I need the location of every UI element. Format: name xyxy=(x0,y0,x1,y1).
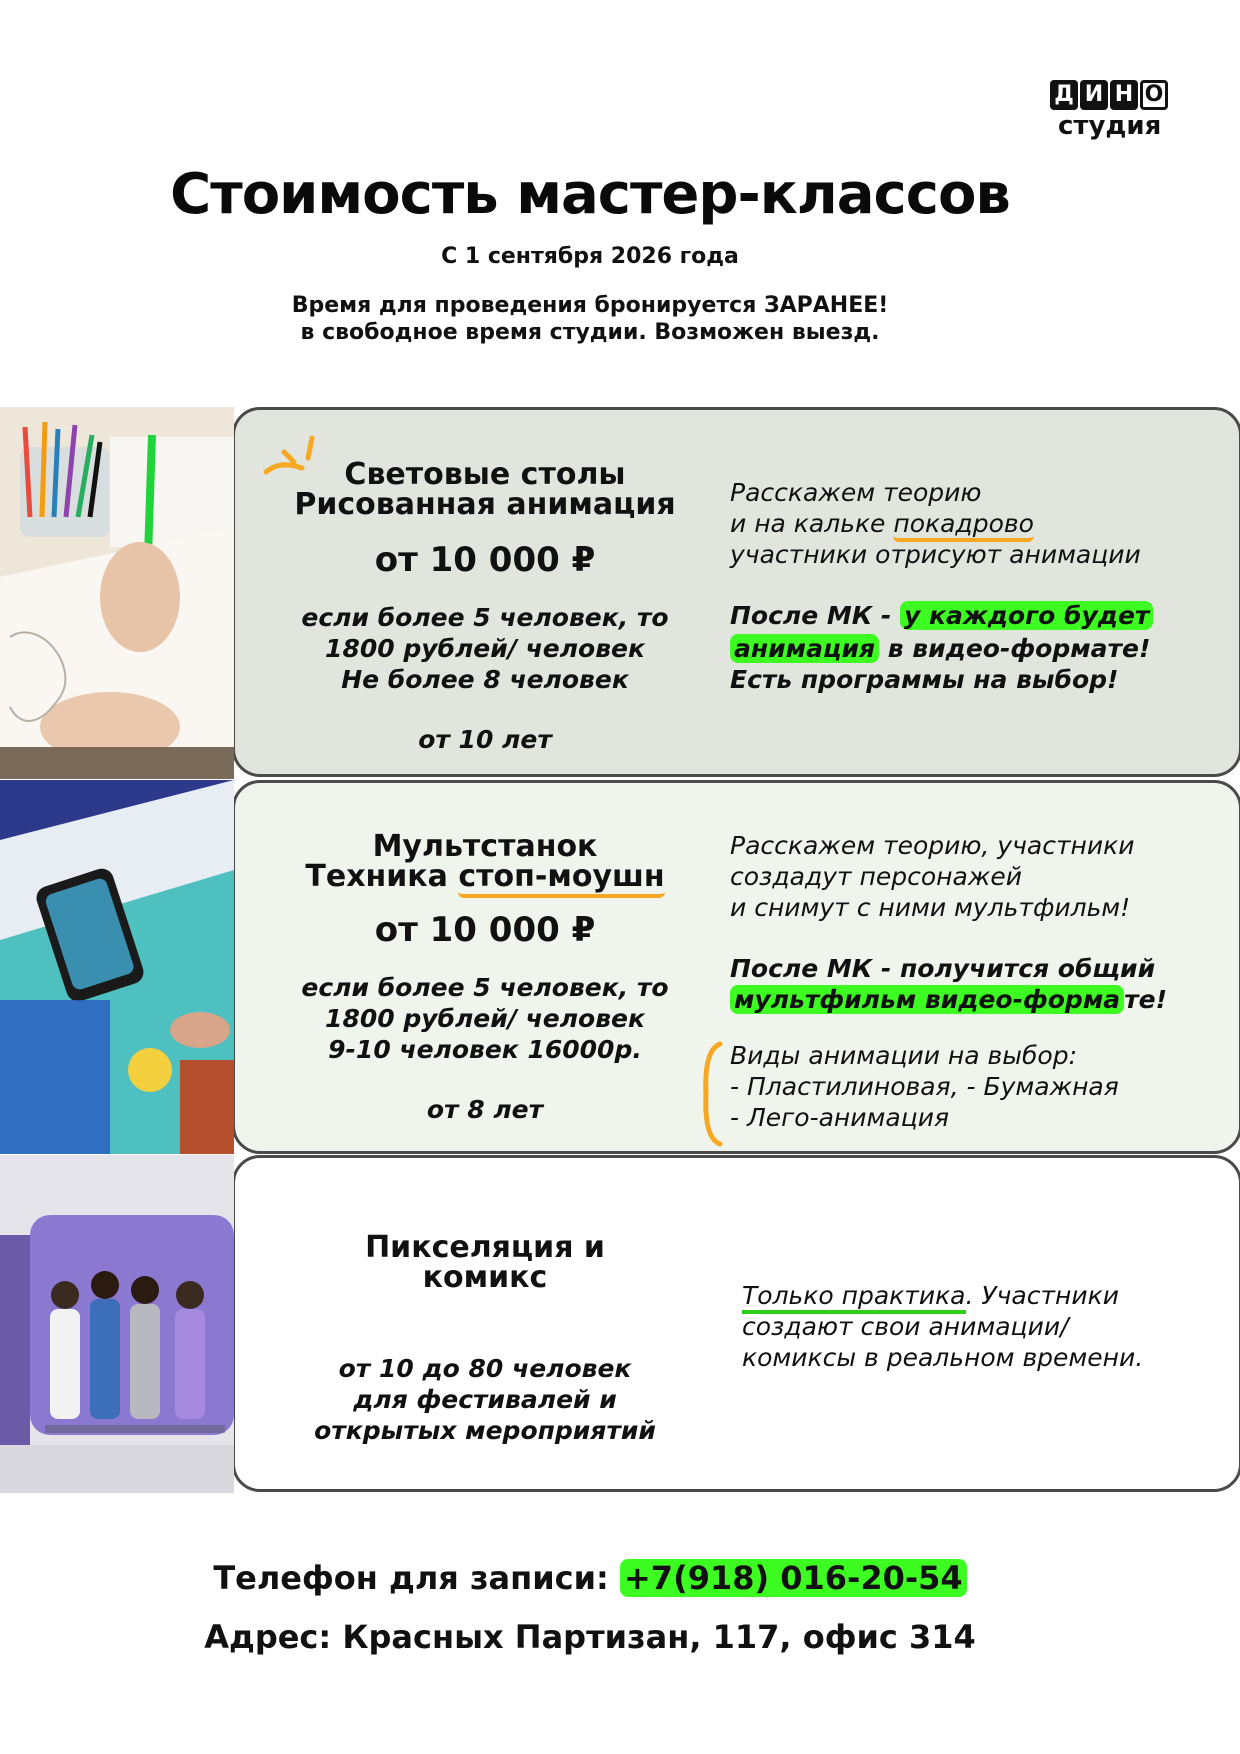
phone-number-link[interactable]: +7(918) 016-20-54 xyxy=(620,1559,967,1597)
condition-line: Не более 8 человек xyxy=(341,665,629,694)
contact-address: Адрес: Красных Партизан, 117, офис 314 xyxy=(204,1618,976,1656)
card3-right xyxy=(742,1280,1212,1373)
booking-notice xyxy=(0,292,1180,346)
description-line: создадут персонажей xyxy=(730,862,1022,891)
conditions xyxy=(245,972,725,1065)
age-limit: от 8 лет xyxy=(426,1095,544,1124)
underlined-text: Только практика xyxy=(742,1281,966,1314)
condition-line: 9-10 человек 16000р. xyxy=(328,1035,642,1064)
card-title: Мультстанок xyxy=(372,829,598,864)
description-line xyxy=(730,508,1210,539)
photo-light-table-drawing xyxy=(0,407,234,779)
after-line xyxy=(730,984,1210,1015)
conditions xyxy=(245,602,725,695)
card2-left xyxy=(245,829,725,1125)
condition-line: 1800 рублей/ человек xyxy=(325,1004,645,1033)
description-text: . Участники xyxy=(965,1281,1119,1310)
description-line: и снимут с ними мультфильм! xyxy=(730,893,1131,922)
price: от 10 000 ₽ xyxy=(374,540,596,580)
studio-logo xyxy=(1050,80,1180,140)
booking-notice-line: в свободное время студии. Возможен выезд. xyxy=(300,320,880,345)
photo-festival-group xyxy=(0,1155,234,1493)
description-line: Расскажем теорию xyxy=(730,478,982,507)
condition-line: 1800 рублей/ человек xyxy=(325,634,645,663)
photo-stop-motion-stand xyxy=(0,780,234,1154)
condition-line: от 10 до 80 человек xyxy=(338,1354,632,1383)
after-line: Есть программы на выбор! xyxy=(730,665,1119,694)
after-mk xyxy=(730,600,1210,695)
card-title: Пикселяция и xyxy=(365,1230,605,1265)
card1-right xyxy=(730,477,1210,695)
price: от 10 000 ₽ xyxy=(374,910,596,950)
highlighted-text: мультфильм видео-форма xyxy=(730,985,1124,1014)
description-line: участники отрисуют анимации xyxy=(730,540,1141,569)
card2-right xyxy=(730,830,1210,1133)
card3-left xyxy=(245,1230,725,1446)
page-subtitle: С 1 сентября 2026 года xyxy=(441,244,739,269)
photo-illustration xyxy=(0,780,234,1154)
highlighted-text: анимация xyxy=(730,634,879,663)
photo-illustration xyxy=(0,1155,234,1493)
description-line: Расскажем теорию, участники xyxy=(730,831,1135,860)
bracket-doodle-icon xyxy=(698,1040,724,1148)
age-limit: от 10 лет xyxy=(418,725,552,754)
card1-left xyxy=(245,457,725,755)
description-line xyxy=(742,1280,1212,1311)
card-title: комикс xyxy=(422,1260,548,1295)
after-text: После МК - xyxy=(730,601,900,630)
after-line xyxy=(730,633,1210,664)
condition-line: если более 5 человек, то xyxy=(301,603,669,632)
condition-line: открытых мероприятий xyxy=(314,1416,656,1445)
after-text: в видео-формате! xyxy=(879,634,1151,663)
types-line: - Пластилиновая, - Бумажная xyxy=(730,1072,1119,1101)
after-line xyxy=(730,600,1210,631)
phone-label: Телефон для записи: xyxy=(213,1559,620,1597)
underlined-text: покадрово xyxy=(893,509,1034,542)
underlined-text: стоп-моушн xyxy=(458,859,664,898)
description-line: создают свои анимации/ xyxy=(742,1312,1069,1341)
conditions xyxy=(245,1353,725,1446)
condition-line: для фестивалей и xyxy=(353,1385,617,1414)
contact-phone xyxy=(0,1558,1180,1598)
types-line: - Лего-анимация xyxy=(730,1103,949,1132)
card-title xyxy=(245,859,725,894)
logo-letters xyxy=(1050,80,1180,110)
condition-line: если более 5 человек, то xyxy=(301,973,669,1002)
logo-letter: И xyxy=(1080,80,1108,110)
animation-types xyxy=(730,1040,1210,1133)
after-line: После МК - получится общий xyxy=(730,954,1156,983)
page-title: Стоимость мастер-классов xyxy=(170,162,1010,227)
logo-subtext: студия xyxy=(1058,111,1162,141)
booking-notice-line: Время для проведения бронируется ЗАРАНЕЕ! xyxy=(291,293,889,318)
logo-letter: О xyxy=(1140,80,1168,110)
highlighted-text: у каждого будет xyxy=(900,601,1153,630)
card-title: Рисованная анимация xyxy=(294,487,676,522)
after-text: те! xyxy=(1124,985,1167,1014)
card-title: Световые столы xyxy=(344,457,626,492)
description-line: комиксы в реальном времени. xyxy=(742,1343,1144,1372)
logo-letter: Н xyxy=(1110,80,1138,110)
card-title-text: Техника xyxy=(305,859,459,894)
logo-letter: Д xyxy=(1050,80,1078,110)
types-line: Виды анимации на выбор: xyxy=(730,1041,1078,1070)
description-text: и на кальке xyxy=(730,509,894,538)
photo-illustration xyxy=(0,407,234,779)
after-mk xyxy=(730,953,1210,1015)
